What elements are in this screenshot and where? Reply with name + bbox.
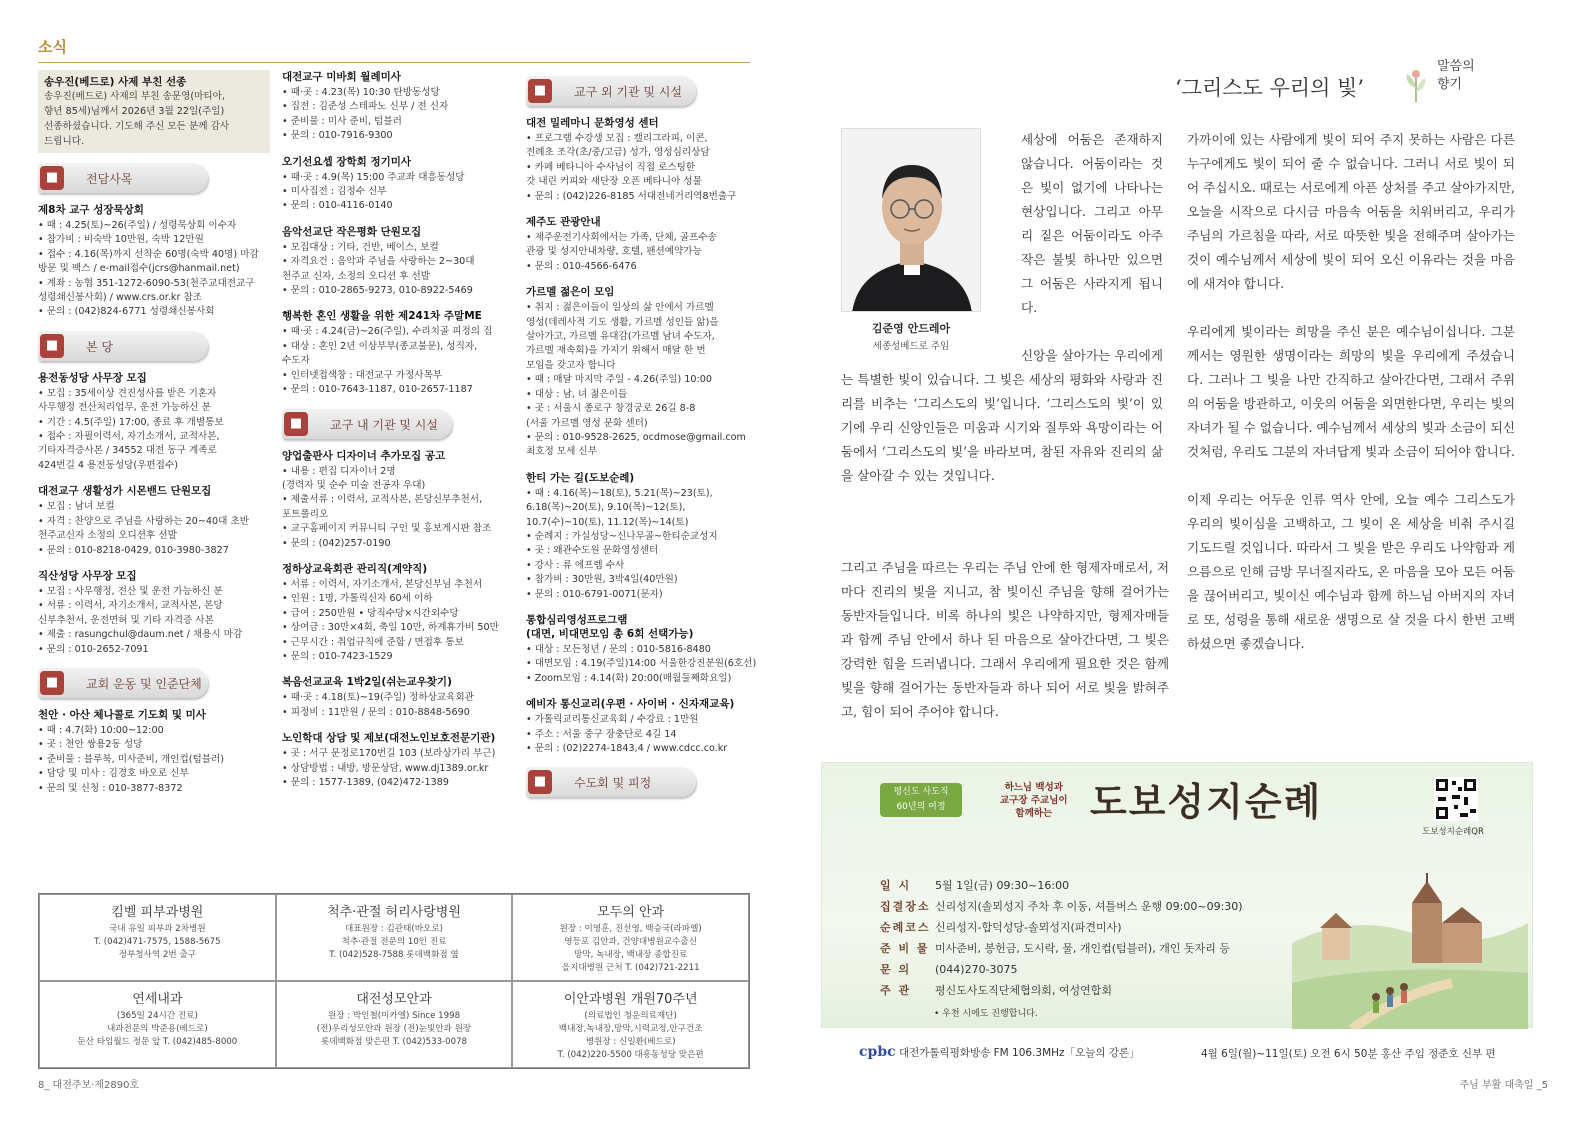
news-item-line: • 대상 : 남, 녀 젊은이들 xyxy=(526,388,628,400)
news-item-line: 포트폴리오 xyxy=(282,508,329,520)
category-label: 교구 외 기관 및 시설 xyxy=(574,85,682,99)
news-item-line: • 문의 : 010-7423-1529 xyxy=(282,650,393,662)
section-divider xyxy=(38,62,750,63)
info-key: 문 의 xyxy=(880,963,912,976)
news-item xyxy=(38,484,270,558)
ad-line: 영등포 김안과, 건양대병원교수출신 xyxy=(564,937,698,947)
category-label: 교구 내 기관 및 시설 xyxy=(330,417,438,432)
article-column-2 xyxy=(1187,128,1515,680)
news-item xyxy=(38,708,270,796)
news-item-line: • 참가비 : 30만원, 3박4일(40만원) xyxy=(526,574,678,586)
news-item-title: 복음선교교육 1박2일(쉬는교우찾기) xyxy=(282,676,452,689)
news-item-line: 살아가고, 가르멜 유대감(가르멜 남녀 수도자, xyxy=(526,331,715,343)
right-page xyxy=(793,0,1586,1122)
news-item-line: 천주교 신자, 소정의 오디션 후 선발 xyxy=(282,270,431,282)
news-item xyxy=(38,371,270,473)
notice-body xyxy=(44,89,264,149)
pen-icon: ■ xyxy=(284,412,308,436)
ad-line: 대표원장 : 김관태(바오로) xyxy=(344,924,444,934)
ad-line: T. (042)220-5500 대흥동성당 맞은편 xyxy=(557,1050,704,1060)
news-item-line: • 때 : 4.16(목)~18(토), 5.21(목)~23(토), xyxy=(526,487,713,499)
leaf-icon: ■ xyxy=(40,671,64,695)
news-item-line: 전례초 조각(초/중/고급) 성가, 영성심리상담 xyxy=(526,147,710,159)
ad-line: 백내장,녹내장,망막,시력교정,안구건조 xyxy=(558,1024,703,1034)
news-item xyxy=(282,309,514,397)
ad-line: T. (042)471-7575, 1588-5675 xyxy=(94,937,221,947)
news-item-line: • 접수 : 4.16(목)까지 선착순 60명(숙박 40명) 마감 xyxy=(38,248,259,260)
rain-note: • 우천 시에도 진행합니다. xyxy=(934,1009,1038,1019)
news-item-line: • 문의 : (042)824-6771 성령쇄신봉사회 xyxy=(38,306,215,318)
article-paragraph-2: 신앙을 살아가는 우리에게는 특별한 빛이 있습니다. 그 빛은 세상의 평화와 사랑과 진리를 비추는 ‘그리스도의 빛’입니다. ‘그리스도의 빛’이 있기에 우리 신앙인들은 미움과 시기와 질투와 욕망이라는 어둠에서 ‘그리스도의 빛’을 바라보며, 참된 자유와 진리의 삶을 살아갈 수 있는 것입니다. xyxy=(841,348,1163,483)
news-item xyxy=(282,731,514,790)
ad-name: 이안과병원 개원70주년 xyxy=(563,992,698,1007)
news-item-line: • 제출서류 : 이력서, 교적사본, 본당신부추천서, xyxy=(282,494,483,506)
news-item-line: • 내용 : 편집 디자이너 2명 xyxy=(282,465,396,477)
ad-card xyxy=(39,894,276,981)
category-label: 교회 운동 및 인준단체 xyxy=(86,676,202,691)
news-item-line: • 때 : 매달 마지막 주일 - 4.26(주일) 10:00 xyxy=(526,374,712,386)
ad-line: 망막, 녹내장, 백내장 종합진료 xyxy=(574,950,688,960)
banner-subtitle: 하느님 백성과 교구장 주교님이 함께하는 xyxy=(1000,782,1068,819)
category-label: 본 당 xyxy=(86,339,113,354)
radio-schedule: 4월 6일(월)~11일(토) 오전 6시 50분 홍산 주임 정준호 신부 편 xyxy=(1201,1048,1496,1060)
author-photo xyxy=(841,128,981,312)
news-item-line: 방문 및 팩스 / e-mail접수(jcrs@hanmail.net) xyxy=(38,263,240,275)
news-item-line: • 자격 : 찬양으로 주님을 사랑하는 20~40대 초반 xyxy=(38,515,249,527)
news-item-title: 제주도 관광안내 xyxy=(526,216,601,229)
news-item-title: 행복한 혼인 생활을 위한 제241차 주말ME xyxy=(282,310,482,323)
page-footer-right: 주님 부활 대축일 _5 xyxy=(1459,1080,1548,1091)
article-paragraph-3: 그리고 주님을 따르는 우리는 주님 안에 한 형제자매로서, 저마다 진리의 빛을 지니고, 참 빛이신 주님을 향해 걸어가는 동반자들입니다. 비록 하나의 빛은 나약하지만, 형제자매들과 함께 주님 안에서 하나 된 마음으로 살아간다면, 그 빛은 강력한 힘을 드러냅니다. 그래서 우리에게 필요한 것은 함께 빛을 향해 걸어가는 동반자들과 하나 되어 서로 빛을 밝혀주고, 힘이 되어 주어야 합니다. xyxy=(841,560,1170,719)
news-item-line: • 때 : 4.7(화) 10:00~12:00 xyxy=(38,724,164,736)
news-item-line: • 문의 : 010-2652-7091 xyxy=(38,643,149,655)
news-item-line: 수도자 xyxy=(282,355,310,367)
info-value: 5월 1일(금) 09:30~16:00 xyxy=(935,879,1070,892)
news-item xyxy=(38,203,270,320)
news-item-line: • 문의 : 010-9528-2625, ocdmose@gmail.com xyxy=(526,431,746,443)
news-item-line: 사무행정 전산처리업무, 운전 가능하신 분 xyxy=(38,402,211,414)
news-item-line: • 곳 : 서울시 종로구 창경궁로 26길 8-8 xyxy=(526,403,696,415)
news-item-line: 갓 내린 커피와 새단장 오픈 베타니아 성물 xyxy=(526,176,702,188)
news-item-line: 천주교신자 소정의 오디션후 선발 xyxy=(38,530,177,542)
author-role: 세종성베드로 주임 xyxy=(872,341,950,352)
notice-title: 송우진(베드로) 사제 부친 선종 xyxy=(44,76,187,88)
article-paragraph-4: 가까이에 있는 사람에게 빛이 되어 주지 못하는 사람은 다른 누구에게도 빛이 되어 줄 수 없습니다. 그러니 서로 빛이 되어 주십시오. 때로는 서로에게 아픈 상처를 주고 살아가지만, 오늘을 시작으로 다시금 마음속 어둠을 치워버리고, 우리가 주님의 가르침을 따라, 서로 따뜻한 빛을 전해주며 살아가는 것이 예수님께서 세상에 빛이 되어 오신 이유라는 것을 마음에 새겨야 합니다. xyxy=(1187,132,1516,291)
article-paragraph-5: 우리에게 빛이라는 희망을 주신 분은 예수님이십니다. 그분께서는 영원한 생명이라는 희망의 빛을 우리에게 주셨습니다. 그러나 그 빛을 나만 간직하고 살아간다면, 그래서 주위의 어둠을 방관하고, 이웃의 어둠을 외면한다면, 우리는 빛의 자녀가 될 수 없습니다. 예수님께서 세상의 빛과 소금이 되신 것처럼, 우리도 그분의 자녀답게 빛과 소금이 되어야 합니다. xyxy=(1187,324,1516,459)
banner-title: 도보성지순례 xyxy=(1090,780,1323,824)
news-item-line: • Zoom모임 : 4.14(화) 20:00(매월둘째화요일) xyxy=(526,672,732,684)
category-tab xyxy=(38,331,208,361)
ad-line: 원장 : 박인철(미카엘) Since 1998 xyxy=(327,1011,461,1021)
news-item-line: • 서류 : 이력서, 자기소개서, 교적사본, 본당 xyxy=(38,600,223,612)
news-item-line: • 때·곳 : 4.18(토)~19(주일) 정하상교육회관 xyxy=(282,692,474,704)
news-item-line: • 곳 : 왜관수도원 문화영성센터 xyxy=(526,545,659,557)
flower-icon xyxy=(1401,66,1431,102)
ad-line: 둔산 타임월드 정문 앞 T. (042)485-8000 xyxy=(77,1037,238,1047)
ad-line: 을지대병원 근처 T. (042)721-2211 xyxy=(561,963,700,973)
news-item-line: • 문의 : (02)2274-1843,4 / www.cdcc.co.kr xyxy=(526,743,728,754)
category-tab xyxy=(282,409,452,439)
news-item-line: • 문의 : 010-8218-0429, 010-3980-3827 xyxy=(38,544,229,556)
news-item-line: • 곳 : 서구 문정로170번길 103 (보라상가리 부근) xyxy=(282,748,496,760)
info-value: 미사준비, 봉헌금, 도시락, 물, 개인컵(텀블러), 개인 돗자리 등 xyxy=(935,942,1230,955)
news-item-line: • 때·곳 : 4.9(목) 15:00 주교좌 대흥동성당 xyxy=(282,171,465,183)
ad-line: 내과전문의 박준용(베드로) xyxy=(106,1024,208,1034)
news-item-line: 10.7(수)~10(토), 11.12(목)~14(토) xyxy=(526,516,689,528)
news-item-line: • 인원 : 1명, 가톨릭신자 60세 이하 xyxy=(282,593,433,605)
info-value: 신리성지-합덕성당-솔뫼성지(파견미사) xyxy=(935,921,1122,934)
news-item-line: • 프로그램 수강생 모집 : 캘리그라피, 이콘, xyxy=(526,133,708,144)
news-item-line: • 자격요건 : 음악과 주님을 사랑하는 2~30대 xyxy=(282,256,475,268)
news-item-line: • 문의 : (042)257-0190 xyxy=(282,537,391,549)
lay-apostolate-badge: 평신도 사도직 60년의 여정 xyxy=(880,783,962,817)
news-item-title: 오기선요셉 장학회 정기미사 xyxy=(282,155,412,168)
info-key: 준 비 물 xyxy=(880,942,930,955)
notice-line: 선종하셨습니다. 기도해 주신 모든 분께 감사 xyxy=(44,121,230,132)
news-item-line: • 때·곳 : 4.23(목) 10:30 탄방동성당 xyxy=(282,87,440,98)
news-item-line: • 인터넷접색창 : 대전교구 가정사목부 xyxy=(282,369,443,381)
news-item-line: • 가톨릭교리통신교육회 / 수강료 : 1만원 xyxy=(526,714,699,726)
notice-line: 향년 85세)님께서 2026년 3월 22일(주일) xyxy=(44,106,225,117)
ad-card xyxy=(512,981,749,1068)
news-item-line: • 대면모임 : 4.19(주일)14:00 서울한강진분원(6호선) xyxy=(526,658,757,670)
news-item-line: • 모집 : 남녀 보컬 xyxy=(38,501,115,513)
news-item-line: • 강사 : 류 에프렘 수사 xyxy=(526,559,625,571)
info-key: 일 시 xyxy=(880,879,912,892)
notice-box xyxy=(38,70,270,153)
ad-line: 원장 : 이영훈, 진선영, 백승국(라파엘) xyxy=(559,924,702,934)
category-tab xyxy=(526,767,696,797)
news-item-line: • 카페 베타니아 수사님이 직접 로스팅한 xyxy=(526,161,696,173)
megaphone-icon: ■ xyxy=(528,79,552,103)
category-tab xyxy=(38,163,208,193)
info-key: 순례코스 xyxy=(880,921,931,934)
category-label: 수도회 및 피정 xyxy=(574,776,652,791)
ad-card xyxy=(39,981,276,1068)
news-item-line: • 모집대상 : 기타, 건반, 베이스, 보컬 xyxy=(282,241,439,253)
news-item-line: • 취지 : 젊은이들이 일상의 삶 안에서 가르멜 xyxy=(526,302,714,314)
news-item-title: 예비자 통신교리(우편 · 사이버 · 신자재교육) xyxy=(526,698,735,711)
ad-name: 연세내과 xyxy=(132,992,183,1007)
news-item-line: • 준비물 : 미사 준비, 텀블러 xyxy=(282,115,402,127)
news-item-line: 가르멜 재속회)을 가지기 위해서 매달 한 번 xyxy=(526,345,706,357)
news-item xyxy=(526,471,758,602)
advertisement-grid xyxy=(38,893,750,1069)
news-item-title: 용전동성당 사무장 모집 xyxy=(38,371,147,384)
news-item xyxy=(282,562,514,664)
news-item-line: 424번길 4 용전동성당(우편접수) xyxy=(38,459,178,471)
info-value: (044)270-3075 xyxy=(935,963,1018,976)
calendar-icon: ■ xyxy=(40,166,64,190)
news-item-title: 양업출판사 디자이너 추가모집 공고 xyxy=(282,449,446,462)
news-item xyxy=(282,225,514,299)
news-column-2 xyxy=(282,70,514,801)
news-item-line: • 문의 : 010-2865-9273, 010-8922-5469 xyxy=(282,285,473,297)
news-item-title: 한티 가는 길(도보순례) xyxy=(526,471,635,484)
news-item-line: • 상담방법 : 내방, 방문상담, www.dj1389.or.kr xyxy=(282,762,489,774)
radio-program: 대전가톨릭평화방송 FM 106.3MHz「오늘의 강론」 xyxy=(898,1047,1140,1059)
ad-line: (전)우리성모안과 원장 (전)눈빛안과 원장 xyxy=(316,1024,472,1034)
news-item-title: 노인학대 상담 및 제보(대전노인보호전문기관) xyxy=(282,732,496,745)
news-item-title: 제8차 교구 성장묵상회 xyxy=(38,204,144,216)
news-item xyxy=(526,215,758,274)
news-item xyxy=(526,613,758,686)
category-label: 전담사목 xyxy=(86,172,133,186)
ad-card xyxy=(276,981,513,1068)
news-item-title: 가르멜 젊은이 모임 xyxy=(526,286,615,299)
news-item-line: (경력자 및 순수 미술 전공자 우대) xyxy=(282,479,426,491)
qr-code-icon[interactable] xyxy=(1434,777,1478,821)
ad-line: 병원장 : 신일환(베드로) xyxy=(585,1037,676,1047)
news-item-line: (서울 가르멜 영성 문화 센터) xyxy=(526,417,648,429)
news-item-line: 기타자격증사본 / 34552 대전 동구 계족로 xyxy=(38,445,217,457)
ad-line: (의료법인 청운의료재단) xyxy=(584,1011,677,1021)
news-item-line: • 담당 및 미사 : 김경호 바오로 신부 xyxy=(38,768,189,780)
ad-line: 국내 유일 피부과 2차병원 xyxy=(108,924,206,934)
news-item-title: 음악선교단 작은평화 단원모집 xyxy=(282,225,422,238)
news-item xyxy=(282,449,514,551)
news-item-title: 정하상교육회관 관리직(계약직) xyxy=(282,562,428,575)
news-item-line: 모임을 갖고자 합니다 xyxy=(526,359,616,371)
plant-icon: ■ xyxy=(528,770,552,794)
news-item-line: • 문의 : 010-7643-1187, 010-2657-1187 xyxy=(282,384,473,396)
news-item-line: • 서류 : 이력서, 자기소개서, 본당신부님 추천서 xyxy=(282,578,483,590)
news-item-line: • 문의 : 010-4116-0140 xyxy=(282,200,393,212)
news-item-line: • 기간 : 4.5(주일) 17:00, 종료 후 개별통보 xyxy=(38,416,224,428)
news-item-line: • 제출 : rasungchul@daum.net / 채용시 마감 xyxy=(38,629,243,641)
news-item-line: • 준비물 : 블루북, 미사준비, 개인컵(텀블러) xyxy=(38,753,225,765)
news-item-line: • 참가비 : 비숙박 10만원, 숙박 12만원 xyxy=(38,234,204,246)
column-ribbon xyxy=(1393,59,1503,106)
news-item-line: • 문의 : 010-4566-6476 xyxy=(526,260,637,272)
news-item xyxy=(526,697,758,756)
news-item-line: • 접수 : 자필이력서, 자기소개서, 교적사본, xyxy=(38,431,220,443)
news-column-1 xyxy=(38,70,270,807)
ad-name: 대전성모안과 xyxy=(356,992,432,1007)
info-row xyxy=(880,877,1243,898)
info-row xyxy=(880,982,1243,1003)
news-item-line: • 때 : 4.25(토)~26(주일) / 성령묵상회 이수자 xyxy=(38,220,237,231)
info-value: 신리성지(솔뫼성지 주차 후 이동, 셔틀버스 운행 09:00~09:30) xyxy=(935,900,1243,913)
info-value: 평신도사도직단체협의회, 여성연합회 xyxy=(935,984,1113,997)
news-item-line: • 문의 : (042)226-8185 서대전네거리역8번출구 xyxy=(526,190,737,202)
book-icon: ■ xyxy=(40,334,64,358)
news-item-line: • 대상 : 혼인 2년 이상부부(종교불문), 성직자, xyxy=(282,340,478,352)
ad-name: 킴벨 피부과병원 xyxy=(111,905,204,920)
info-row xyxy=(880,961,1243,982)
news-item-title: 천안 · 아산 체나콜로 기도회 및 미사 xyxy=(38,708,206,721)
news-item-line: • 근무시간 : 취업규칙에 준함 / 면접후 통보 xyxy=(282,636,464,648)
notice-line: 송우진(베드로) 사제의 부친 송문영(마티아, xyxy=(44,91,225,102)
news-item xyxy=(526,285,758,459)
news-item-line: • 급여 : 250만원 • 당직수당×시간외수당 xyxy=(282,607,459,619)
news-item-line: 최호정 모세 신부 xyxy=(526,446,597,458)
news-item xyxy=(38,569,270,657)
news-item-title: 직산성당 사무장 모집 xyxy=(38,569,137,582)
news-item-line: 6.18(목)~20(토), 9.10(목)~12(토), xyxy=(526,502,686,514)
ad-name: 모두의 안과 xyxy=(597,905,665,920)
cpbc-logo: cpbc xyxy=(859,1044,896,1060)
news-item-title: 대전교구 미바회 월례미사 xyxy=(282,71,401,83)
ad-line: 정부청사역 2번 출구 xyxy=(118,950,196,960)
info-key: 주 관 xyxy=(880,984,912,997)
category-tab xyxy=(38,668,208,698)
news-item-line: • 교구홈페이지 커뮤니티 구인 및 홍보게시판 참조 xyxy=(282,523,492,535)
ad-line: (365일 24시간 진료) xyxy=(116,1011,198,1021)
news-item-line: • 문의 : 010-7916-9300 xyxy=(282,130,393,142)
news-item-line: • 계좌 : 농협 351-1272-6090-53(천주교대전교구 xyxy=(38,277,255,289)
news-item-line: • 제주운전기사회에서는 가족, 단체, 골프수송 xyxy=(526,232,717,244)
ad-card xyxy=(512,894,749,981)
news-item-title: 대전 밀레마니 문화영성 센터 xyxy=(526,117,659,129)
news-column-3 xyxy=(526,70,758,807)
ad-line: 롯데백화점 맞은편 T. (042)533-0078 xyxy=(320,1037,468,1047)
news-item-line: • 곳 : 천안 쌍용2동 성당 xyxy=(38,739,143,751)
category-tab xyxy=(526,76,696,106)
news-item-title: 통합심리영성프로그램 (대면, 비대면모임 총 6회 선택가능) xyxy=(526,613,694,640)
info-key: 집결장소 xyxy=(880,900,931,913)
pilgrimage-illustration xyxy=(1292,873,1528,1029)
news-item-line: • 문의 : 010-6791-0071(문자) xyxy=(526,588,663,600)
news-item-line: • 주소 : 서울 중구 장충단로 4길 14 xyxy=(526,728,677,740)
ad-name: 척추·관절 허리사랑병원 xyxy=(327,905,461,920)
news-item-line: • 미사집전 : 김정수 신부 xyxy=(282,186,387,198)
notice-line: 드립니다. xyxy=(44,136,85,147)
article-paragraph-1: 세상에 어둠은 존재하지 않습니다. 어둠이라는 것은 빛이 없기에 나타나는 현상입니다. 그리고 아무리 짙은 어둠이라도 아주 작은 불빛 하나만 있으면 그 어둠은 사라지게 됩니다. xyxy=(1021,132,1163,315)
ad-line: 척추·관절 전문의 10인 진료 xyxy=(341,937,447,947)
news-item-line: 영성(데레사적 기도 생활, 가르멜 성인들 앎)을 xyxy=(526,316,719,328)
article-paragraph-6: 이제 우리는 어두운 인류 역사 안에, 오늘 예수 그리스도가 우리의 빛이심을 고백하고, 그 빛이 온 세상을 비춰 주시길 기도드릴 것입니다. 따라서 그 빛을 받은 우리도 나약함과 게으름으로 인해 금방 무너질지라도, 온 마음을 모아 모든 어둠을 끊어버리고, 빛이신 예수님과 함께 하느님 아버지의 자녀로 또, 성령을 통해 새로운 생명으로 살 것을 다시 한번 고백하셨으면 좋겠습니다. xyxy=(1187,492,1516,651)
article-title: ‘그리스도 우리의 빛’ xyxy=(1175,76,1364,100)
ad-line: T. (042)528-7588 롯데백화점 옆 xyxy=(329,950,459,960)
news-item-line: • 순례지 : 가실성당~신나무골~한티순교성지 xyxy=(526,530,718,542)
news-item-line: 신부추천서, 운전면허 및 기타 자격증 사본 xyxy=(38,614,214,626)
news-item-line: • 문의 : 1577-1389, (042)472-1389 xyxy=(282,777,449,788)
news-item-title: 대전교구 생활성가 시몬밴드 단원모집 xyxy=(38,485,212,498)
news-item xyxy=(282,675,514,720)
news-item xyxy=(282,155,514,214)
pilgrimage-banner xyxy=(821,762,1533,1028)
news-item-line: • 피정비 : 11만원 / 문의 : 010-8848-5690 xyxy=(282,706,470,718)
section-title: 소식 xyxy=(38,38,67,56)
news-item-line: • 모집 : 35세이상 견진성사를 받은 기혼자 xyxy=(38,387,217,399)
pilgrimage-info xyxy=(880,877,1243,1003)
news-item-line: • 집전 : 김준성 스테파노 신부 / 전 신자 xyxy=(282,101,449,113)
radio-promo xyxy=(859,1044,1140,1060)
news-item-line: • 대상 : 모든청년 / 문의 : 010-5816-8480 xyxy=(526,643,711,655)
info-row xyxy=(880,898,1243,919)
news-item-line: • 모집 : 사무행정, 전산 및 운전 가능하신 분 xyxy=(38,585,223,597)
info-row xyxy=(880,919,1243,940)
news-item-line: • 상여금 : 30만×4회, 축일 10만, 하계휴가비 50만 xyxy=(282,622,499,634)
column-name: 말씀의 향기 xyxy=(1437,59,1475,92)
news-item-line: • 때·곳 : 4.24(금)~26(주일), 수리치골 피정의 집 xyxy=(282,326,493,338)
news-item-line: 관광 및 성지안내차량, 호텔, 팬션예약가능 xyxy=(526,246,702,258)
page-footer-left: 8_ 대전주보·제2890호 xyxy=(38,1080,140,1091)
news-item xyxy=(526,116,758,204)
news-item xyxy=(282,70,514,144)
news-item-line: • 문의 및 신청 : 010-3877-8372 xyxy=(38,782,183,794)
ad-card xyxy=(276,894,513,981)
info-row xyxy=(880,940,1243,961)
news-item-line: 성령쇄신봉사회) / www.crs.or.kr 참조 xyxy=(38,292,202,304)
qr-label: 도보성지순례QR xyxy=(1422,827,1484,837)
author-name: 김준영 안드레아 xyxy=(871,322,951,335)
